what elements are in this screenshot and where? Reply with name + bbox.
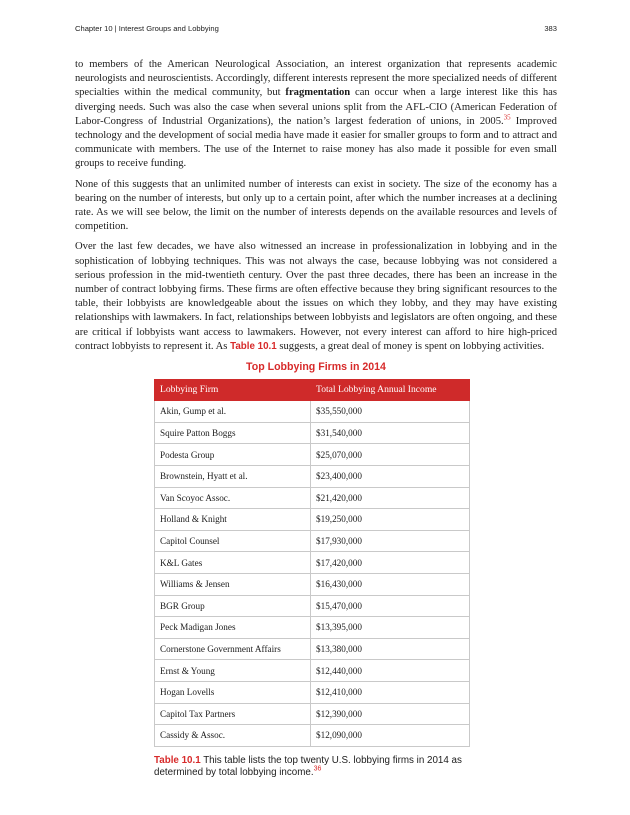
table-body bbox=[155, 401, 470, 747]
table-caption bbox=[154, 755, 474, 780]
firm-name-cell: Squire Patton Boggs bbox=[155, 422, 311, 444]
table-row bbox=[155, 401, 470, 423]
firm-name-cell: Ernst & Young bbox=[155, 660, 311, 682]
firm-name-cell: Cassidy & Assoc. bbox=[155, 725, 311, 747]
table-row bbox=[155, 422, 470, 444]
paragraph-3-text-a: Over the last few decades, we have also witnessed an increase in professionalization in lobbying and in the sophistication of lobbying techniques. This was not always the case, because lobbying was not considered a serious profession in the mid-twentieth century. Over the past three decades, there has been an increase in the number of contract lobbying firms. These firms are often effective because they bring significant resources to the table, their lobbyists are knowledgeable about the issues on which they lobby, and they may have existing relationships with lawmakers. In fact, relationships between lobbyists and legislators are often ongoing, and these are critical if lobbyists want access to lawmakers. However, not every interest can afford to hire high-priced contract lobbyists to represent it. As bbox=[75, 241, 557, 352]
firm-name-cell: Akin, Gump et al. bbox=[155, 401, 311, 423]
income-cell: $12,390,000 bbox=[311, 703, 470, 725]
paragraph-3-text-b: suggests, a great deal of money is spent on lobbying activities. bbox=[276, 340, 545, 352]
lobbying-firms-table bbox=[154, 379, 470, 747]
table-row bbox=[155, 444, 470, 466]
table-row bbox=[155, 466, 470, 488]
column-header-firm: Lobbying Firm bbox=[155, 380, 311, 401]
paragraph-1-text-b: can occur when a large interest like this has diverging needs. Such was also the case when several unions split from the AFL-CIO (American Federation of Labor-Congress of Industrial Organizations), the nation’s largest federation of unions, in 2005. bbox=[75, 87, 557, 127]
table-row bbox=[155, 681, 470, 703]
page-header bbox=[75, 24, 557, 36]
endnote-35-link[interactable]: 35 bbox=[503, 113, 511, 122]
page-body bbox=[75, 58, 557, 780]
paragraph-3 bbox=[75, 240, 557, 354]
table-10-1-link[interactable]: Table 10.1 bbox=[230, 340, 277, 352]
table-row bbox=[155, 509, 470, 531]
table-row bbox=[155, 703, 470, 725]
income-cell: $19,250,000 bbox=[311, 509, 470, 531]
income-cell: $12,440,000 bbox=[311, 660, 470, 682]
chapter-title: Chapter 10 | Interest Groups and Lobbying bbox=[75, 24, 219, 33]
income-cell: $13,380,000 bbox=[311, 638, 470, 660]
table-row bbox=[155, 595, 470, 617]
table-row bbox=[155, 530, 470, 552]
table-header-row bbox=[155, 380, 470, 401]
table-row bbox=[155, 487, 470, 509]
income-cell: $21,420,000 bbox=[311, 487, 470, 509]
income-cell: $12,410,000 bbox=[311, 681, 470, 703]
firm-name-cell: Van Scoyoc Assoc. bbox=[155, 487, 311, 509]
table-row bbox=[155, 660, 470, 682]
table-row bbox=[155, 638, 470, 660]
column-header-income: Total Lobbying Annual Income bbox=[311, 380, 470, 401]
income-cell: $16,430,000 bbox=[311, 574, 470, 596]
income-cell: $25,070,000 bbox=[311, 444, 470, 466]
table-title: Top Lobbying Firms in 2014 bbox=[246, 361, 386, 374]
firm-name-cell: Hogan Lovells bbox=[155, 681, 311, 703]
caption-label: Table 10.1 bbox=[154, 754, 201, 766]
income-cell: $31,540,000 bbox=[311, 422, 470, 444]
income-cell: $35,550,000 bbox=[311, 401, 470, 423]
table-row bbox=[155, 574, 470, 596]
firm-name-cell: BGR Group bbox=[155, 595, 311, 617]
firm-name-cell: K&L Gates bbox=[155, 552, 311, 574]
income-cell: $23,400,000 bbox=[311, 466, 470, 488]
income-cell: $13,395,000 bbox=[311, 617, 470, 639]
paragraph-1 bbox=[75, 58, 557, 172]
income-cell: $17,930,000 bbox=[311, 530, 470, 552]
table-row bbox=[155, 617, 470, 639]
table-row bbox=[155, 552, 470, 574]
firm-name-cell: Brownstein, Hyatt et al. bbox=[155, 466, 311, 488]
paragraph-2: None of this suggests that an unlimited number of interests can exist in society. The size of the economy has a bearing on the number of interests, but only up to a certain point, after which the number increases at a declining rate. As we will see below, the limit on the number of interests depends on the available resources and levels of competition. bbox=[75, 178, 557, 233]
firm-name-cell: Capitol Counsel bbox=[155, 530, 311, 552]
table-row bbox=[155, 725, 470, 747]
firm-name-cell: Capitol Tax Partners bbox=[155, 703, 311, 725]
income-cell: $12,090,000 bbox=[311, 725, 470, 747]
firm-name-cell: Williams & Jensen bbox=[155, 574, 311, 596]
firm-name-cell: Podesta Group bbox=[155, 444, 311, 466]
firm-name-cell: Peck Madigan Jones bbox=[155, 617, 311, 639]
firm-name-cell: Cornerstone Government Affairs bbox=[155, 638, 311, 660]
endnote-36-link[interactable]: 36 bbox=[313, 766, 322, 774]
firm-name-cell: Holland & Knight bbox=[155, 509, 311, 531]
term-fragmentation: fragmentation bbox=[285, 87, 351, 99]
caption-text: This table lists the top twenty U.S. lobbying firms in 2014 as determined by total lobbying income. bbox=[154, 754, 462, 779]
paragraph-1-text-c: Improved technology and the development of social media have made it easier for smaller groups to form and to attract and communicate with members. The use of the Internet to raise money has also made it possible for even small groups to receive funding. bbox=[75, 115, 557, 170]
income-cell: $17,420,000 bbox=[311, 552, 470, 574]
paragraph-1-text-a: to members of the American Neurological Association, an interest organization that represents academic neurologists and neuroscientists. Accordingly, different interests represent the more specialized needs of different specialties within the medical community, but bbox=[75, 59, 557, 99]
income-cell: $15,470,000 bbox=[311, 595, 470, 617]
page-number: 383 bbox=[544, 24, 557, 33]
